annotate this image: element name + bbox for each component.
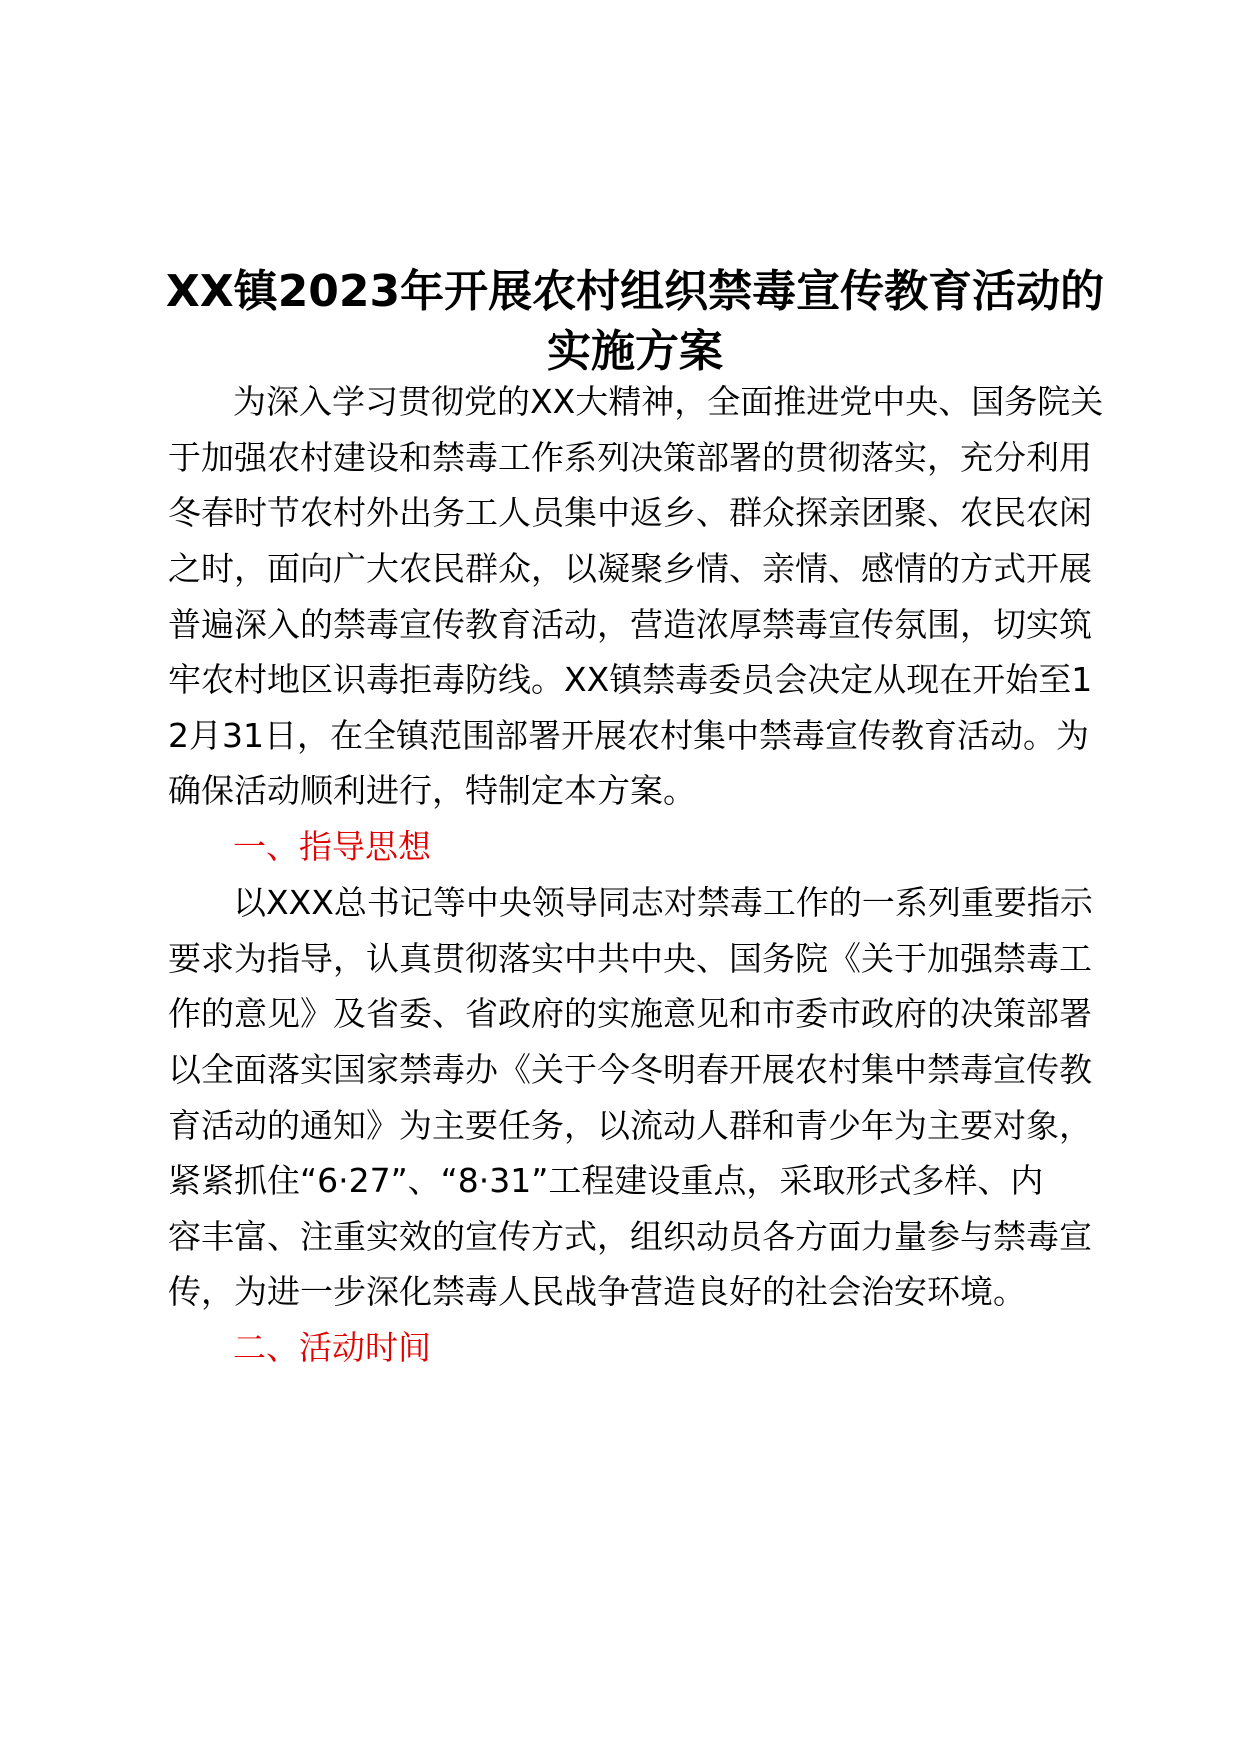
document-title-line-2: 实施方案: [547, 326, 723, 377]
intro-line-7: 2月31日，在全镇范围部署开展农村集中禁毒宣传教育活动。为: [168, 716, 1089, 755]
section-heading-activity-time: 二、活动时间: [233, 1328, 431, 1367]
intro-line-1: 为深入学习贯彻党的XX大精神，全面推进党中央、国务院关: [233, 382, 1104, 421]
document-title-line-1: XX镇2023年开展农村组织禁毒宣传教育活动的: [165, 266, 1105, 317]
section1-line-5: 育活动的通知》为主要任务，以流动人群和青少年为主要对象，: [168, 1106, 1092, 1145]
section1-line-3: 作的意见》及省委、省政府的实施意见和市委市政府的决策部署: [168, 994, 1092, 1033]
section-heading-guiding-ideology: 一、指导思想: [233, 827, 431, 866]
section1-line-2: 要求为指导，认真贯彻落实中共中央、国务院《关于加强禁毒工: [168, 939, 1092, 978]
section1-line-4: 以全面落实国家禁毒办《关于今冬明春开展农村集中禁毒宣传教: [168, 1050, 1092, 1089]
intro-line-5: 普遍深入的禁毒宣传教育活动，营造浓厚禁毒宣传氛围，切实筑: [168, 605, 1092, 644]
intro-line-6: 牢农村地区识毒拒毒防线。XX镇禁毒委员会决定从现在开始至1: [168, 660, 1093, 699]
section1-line-8: 传，为进一步深化禁毒人民战争营造良好的社会治安环境。: [168, 1272, 1026, 1311]
intro-line-3: 冬春时节农村外出务工人员集中返乡、群众探亲团聚、农民农闲: [168, 493, 1092, 532]
section1-line-6: 紧紧抓住“6·27”、“8·31”工程建设重点，采取形式多样、内: [168, 1161, 1044, 1200]
section1-line-1: 以XXX总书记等中央领导同志对禁毒工作的一系列重要指示: [233, 883, 1093, 922]
intro-line-8: 确保活动顺利进行，特制定本方案。: [168, 771, 696, 810]
intro-line-4: 之时，面向广大农民群众，以凝聚乡情、亲情、感情的方式开展: [168, 549, 1092, 588]
section1-line-7: 容丰富、注重实效的宣传方式，组织动员各方面力量参与禁毒宣: [168, 1217, 1092, 1256]
intro-line-2: 于加强农村建设和禁毒工作系列决策部署的贯彻落实，充分利用: [168, 438, 1092, 477]
